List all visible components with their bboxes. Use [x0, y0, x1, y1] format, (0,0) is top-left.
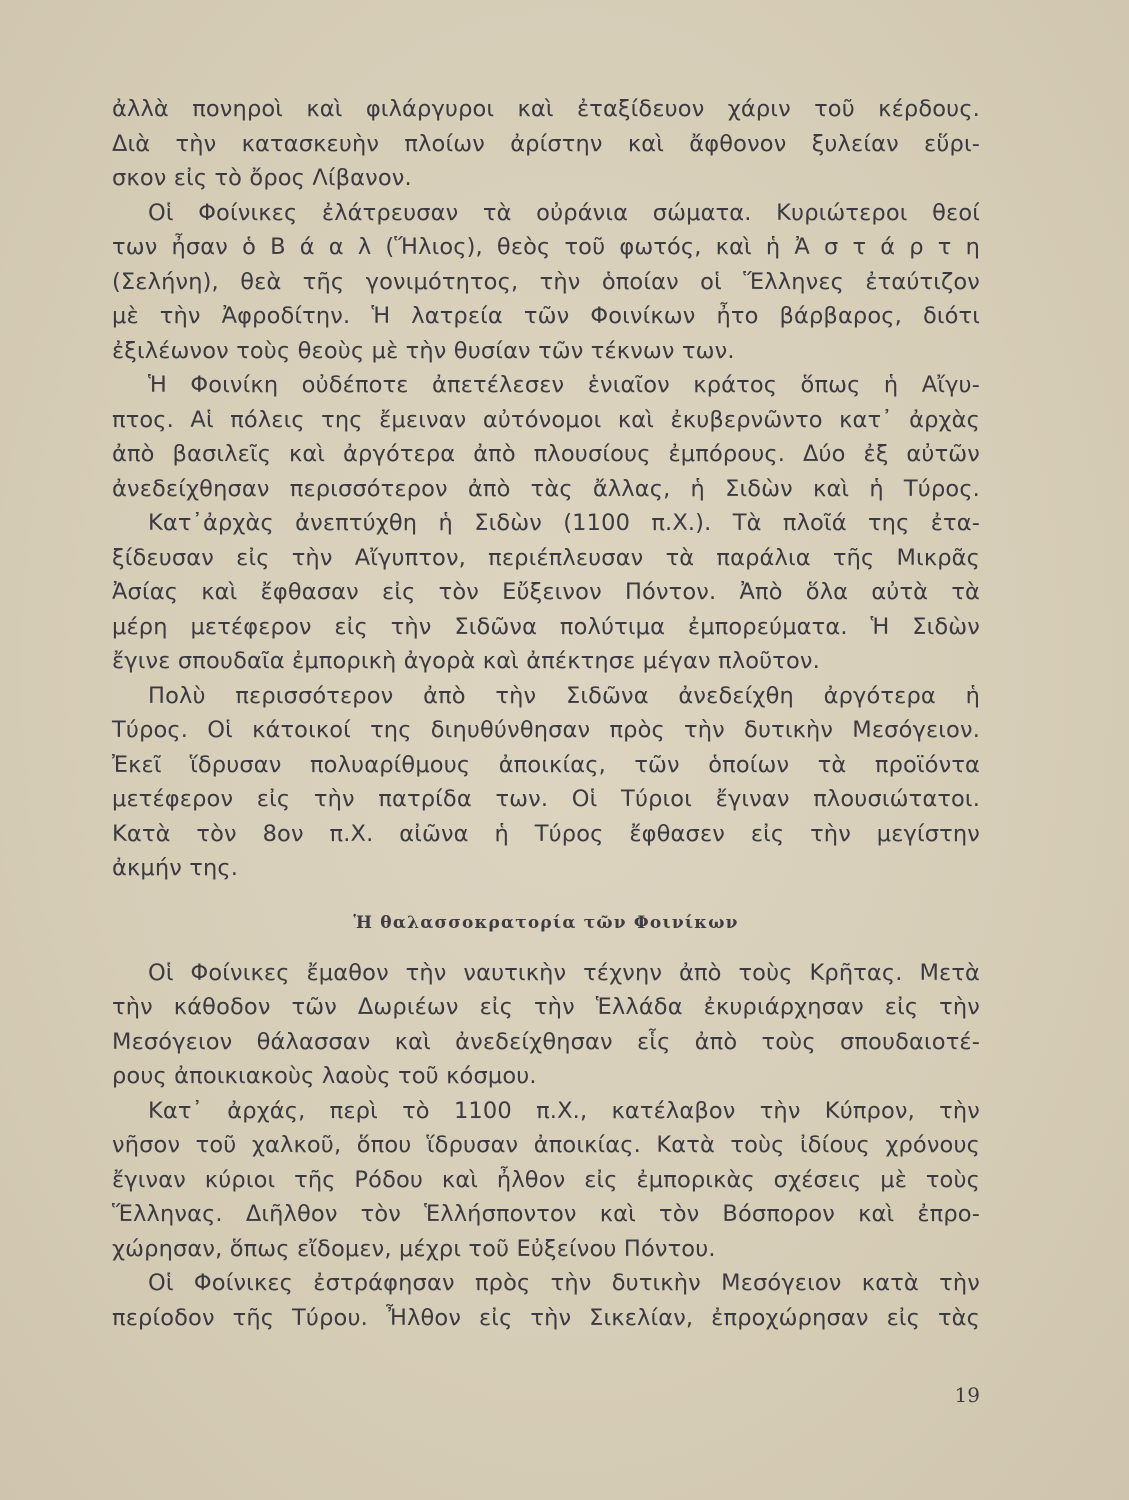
text-line: Οἱ Φοίνικες ἐστράφησαν πρὸς τὴν δυτικὴν Μεσόγειον κατὰ τὴν — [148, 1270, 980, 1296]
text-line: Οἱ Φοίνικες ἔμαθον τὴν ναυτικὴν τέχνην ἀπὸ τοὺς Κρῆτας. Μετὰ — [148, 959, 980, 986]
text-line: Ἀσίας καὶ ἔφθασαν εἰς τὸν Εὔξεινον Πόντον. Ἀπὸ ὅλα αὐτὰ τὰ — [112, 579, 980, 605]
text-line: ἀπὸ βασιλεῖς καὶ ἀργότερα ἀπὸ πλουσίους ἐμπόρους. Δύο ἐξ αὐτῶν — [112, 441, 980, 467]
text-line: ρους ἀποικιακοὺς λαοὺς τοῦ κόσμου. — [112, 1063, 537, 1089]
text-line: Οἱ Φοίνικες ἐλάτρευσαν τὰ οὐράνια σώματα. Κυριώτεροι θεοί — [148, 199, 980, 226]
text-line: των ἦσαν ὁ Β ά α λ (Ἥλιος), θεὸς τοῦ φωτός, καὶ ἡ Ἀ σ τ ά ρ τ η — [112, 234, 980, 260]
text-line: σκον εἰς τὸ ὄρος Λίβανον. — [112, 165, 412, 191]
text-line: Κατ᾽ἀρχὰς ἀνεπτύχθη ἡ Σιδὼν (1100 π.Χ.). Τὰ πλοῖά της ἐτα- — [148, 510, 980, 536]
text-line: (Σελήνη), θεὰ τῆς γονιμότητος, τὴν ὁποίαν οἱ Ἕλληνες ἐταύτιζον — [112, 268, 980, 295]
text-line: ἀλλὰ πονηροὶ καὶ φιλάργυροι καὶ ἐταξίδευον χάριν τοῦ κέρδους. — [112, 96, 980, 122]
text-line: Κατ᾽ ἀρχάς, περὶ τὸ 1100 π.Χ., κατέλαβον τὴν Κύπρον, τὴν — [148, 1097, 980, 1124]
text-line: μὲ τὴν Ἀφροδίτην. Ἡ λατρεία τῶν Φοινίκων ἦτο βάρβαρος, διότι — [112, 303, 980, 329]
text-line: Ἐκεῖ ἵδρυσαν πολυαρίθμους ἀποικίας, τῶν ὁποίων τὰ προϊόντα — [112, 751, 980, 778]
section-heading: Ἡ θαλασσοκρατορία τῶν Φοινίκων — [353, 912, 739, 933]
text-line: τὴν κάθοδον τῶν Δωριέων εἰς τὴν Ἑλλάδα ἐκυριάρχησαν εἰς τὴν — [112, 994, 980, 1020]
text-line: ξίδευσαν εἰς τὴν Αἴγυπτον, περιέπλευσαν τὰ παράλια τῆς Μικρᾶς — [112, 544, 980, 571]
text-line: ἔγιναν κύριοι τῆς Ρόδου καὶ ἦλθον εἰς ἐμπορικὰς σχέσεις μὲ τοὺς — [112, 1166, 980, 1193]
text-line: ἀνεδείχθησαν περισσότερον ἀπὸ τὰς ἄλλας, ἡ Σιδὼν καὶ ἡ Τύρος. — [112, 475, 980, 502]
text-line: Κατὰ τὸν 8ον π.Χ. αἰῶνα ἡ Τύρος ἔφθασεν εἰς τὴν μεγίστην — [112, 820, 980, 847]
text-line: νῆσον τοῦ χαλκοῦ, ὅπου ἵδρυσαν ἀποικίας. Κατὰ τοὺς ἰδίους χρόνους — [112, 1132, 980, 1158]
text-line: ἐξιλέωνον τοὺς θεοὺς μὲ τὴν θυσίαν τῶν τέκνων των. — [112, 337, 735, 364]
text-line: μετέφερον εἰς τὴν πατρίδα των. Οἱ Τύριοι ἔγιναν πλουσιώτατοι. — [112, 786, 980, 812]
text-line: μέρη μετέφερον εἰς τὴν Σιδῶνα πολύτιμα ἐμπορεύματα. Ἡ Σιδὼν — [112, 613, 980, 640]
text-line: περίοδον τῆς Τύρου. Ἦλθον εἰς τὴν Σικελίαν, ἐπροχώρησαν εἰς τὰς — [112, 1304, 980, 1331]
text-line: Διὰ τὴν κατασκευὴν πλοίων ἀρίστην καὶ ἄφθονον ξυλείαν εὕρι- — [112, 130, 980, 157]
main-text — [112, 92, 980, 1335]
text-line: ἀκμήν της. — [112, 855, 239, 881]
text-line: Τύρος. Οἱ κάτοικοί της διηυθύνθησαν πρὸς τὴν δυτικὴν Μεσόγειον. — [112, 717, 980, 743]
text-line: Ἕλληνας. Διῆλθον τὸν Ἑλλήσποντον καὶ τὸν Βόσπορον καὶ ἐπρο- — [112, 1201, 980, 1227]
text-line: πτος. Αἱ πόλεις της ἔμειναν αὐτόνομοι καὶ ἐκυβερνῶντο κατ᾽ ἀρχὰς — [112, 406, 980, 433]
page-number: 19 — [954, 1383, 980, 1407]
text-line: Πολὺ περισσότερον ἀπὸ τὴν Σιδῶνα ἀνεδείχθη ἀργότερα ἡ — [148, 682, 980, 709]
text-line: Ἡ Φοινίκη οὐδέποτε ἀπετέλεσεν ἑνιαῖον κράτος ὅπως ἡ Αἴγυ- — [148, 372, 980, 398]
text-line: χώρησαν, ὅπως εἴδομεν, μέχρι τοῦ Εὐξείνου Πόντου. — [112, 1235, 716, 1262]
text-line: Μεσόγειον θάλασσαν καὶ ἀνεδείχθησαν εἷς ἀπὸ τοὺς σπουδαιοτέ- — [112, 1028, 980, 1055]
text-line: ἔγινε σπουδαῖα ἐμπορικὴ ἀγορὰ καὶ ἀπέκτησε μέγαν πλοῦτον. — [112, 648, 820, 674]
